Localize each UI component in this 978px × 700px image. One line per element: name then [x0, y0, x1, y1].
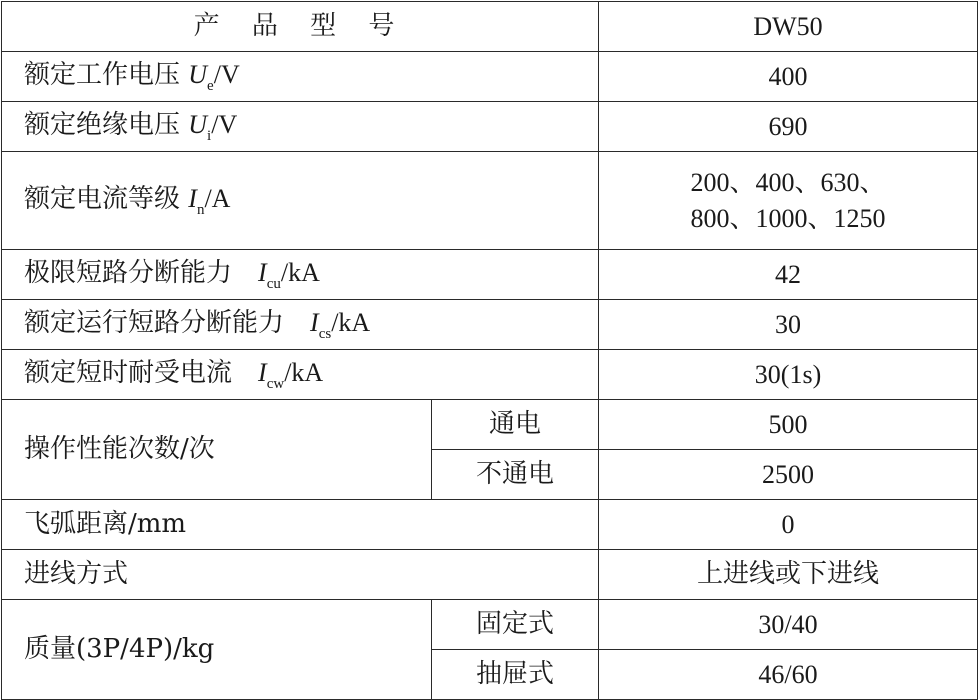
ultimate-breaking-symbol: I — [258, 257, 267, 287]
service-breaking-label — [2, 300, 599, 350]
table-row-header — [2, 2, 978, 52]
insulation-voltage-value: 690 — [599, 102, 978, 152]
table-row-service-breaking — [2, 300, 978, 350]
ultimate-breaking-text: 极限短路分断能力 — [24, 257, 233, 288]
operations-label: 操作性能次数/次 — [2, 400, 432, 500]
operations-de-energized-label: 不通电 — [432, 450, 599, 500]
service-breaking-value: 30 — [599, 300, 978, 350]
short-time-current-text: 额定短时耐受电流 — [24, 357, 233, 388]
table-row-ultimate-breaking — [2, 250, 978, 300]
service-breaking-subscript: cs — [318, 325, 332, 342]
table-row-operations-energized — [2, 400, 978, 450]
header-label: 产 品 型 号 — [2, 2, 599, 52]
short-time-current-value: 30(1s) — [599, 350, 978, 400]
current-levels-unit: /A — [204, 183, 231, 213]
operations-energized-label: 通电 — [432, 400, 599, 450]
header-model: DW50 — [599, 2, 978, 52]
short-time-current-unit: /kA — [284, 357, 324, 387]
current-levels-value — [599, 152, 978, 250]
mass-drawout-value: 46/60 — [599, 650, 978, 700]
current-levels-value-line2: 800、1000、1250 — [690, 203, 886, 233]
spec-table — [1, 1, 978, 700]
ultimate-breaking-value: 42 — [599, 250, 978, 300]
rated-voltage-subscript: e — [207, 77, 214, 94]
current-levels-subscript: n — [196, 201, 205, 218]
insulation-voltage-label — [2, 102, 599, 152]
current-levels-label — [2, 152, 599, 250]
mass-fixed-label: 固定式 — [432, 600, 599, 650]
table-row-arc-distance — [2, 500, 978, 550]
ultimate-breaking-unit: /kA — [280, 257, 320, 287]
table-row-short-time-current — [2, 350, 978, 400]
table-row-mass-fixed — [2, 600, 978, 650]
wiring-value: 上进线或下进线 — [599, 550, 978, 600]
service-breaking-symbol: I — [310, 307, 319, 337]
short-time-current-label — [2, 350, 599, 400]
operations-energized-value: 500 — [599, 400, 978, 450]
ultimate-breaking-label — [2, 250, 599, 300]
insulation-voltage-symbol: U — [188, 109, 208, 139]
ultimate-breaking-subscript: cu — [266, 275, 281, 292]
table-row-wiring — [2, 550, 978, 600]
table-row-insulation-voltage — [2, 102, 978, 152]
rated-voltage-value: 400 — [599, 52, 978, 102]
wiring-label: 进线方式 — [2, 550, 599, 600]
current-levels-text: 额定电流等级 — [24, 183, 189, 214]
service-breaking-unit: /kA — [331, 307, 371, 337]
table-row-current-levels — [2, 152, 978, 250]
table-row-rated-voltage — [2, 52, 978, 102]
insulation-voltage-subscript: i — [207, 127, 212, 144]
short-time-current-subscript: cw — [266, 375, 285, 392]
current-levels-value-line1: 200、400、630、 — [690, 168, 886, 198]
insulation-voltage-text: 额定绝缘电压 — [24, 109, 189, 140]
rated-voltage-unit: /V — [213, 59, 240, 89]
arc-distance-value: 0 — [599, 500, 978, 550]
operations-de-energized-value: 2500 — [599, 450, 978, 500]
mass-drawout-label: 抽屉式 — [432, 650, 599, 700]
insulation-voltage-unit: /V — [211, 109, 238, 139]
current-levels-symbol: I — [188, 183, 197, 213]
mass-label: 质量(3P/4P)/kg — [2, 600, 432, 700]
mass-fixed-value: 30/40 — [599, 600, 978, 650]
rated-voltage-symbol: U — [188, 59, 208, 89]
rated-voltage-text: 额定工作电压 — [24, 59, 189, 90]
rated-voltage-label — [2, 52, 599, 102]
short-time-current-symbol: I — [258, 357, 267, 387]
service-breaking-text: 额定运行短路分断能力 — [24, 307, 285, 338]
arc-distance-label: 飞弧距离/mm — [2, 500, 599, 550]
